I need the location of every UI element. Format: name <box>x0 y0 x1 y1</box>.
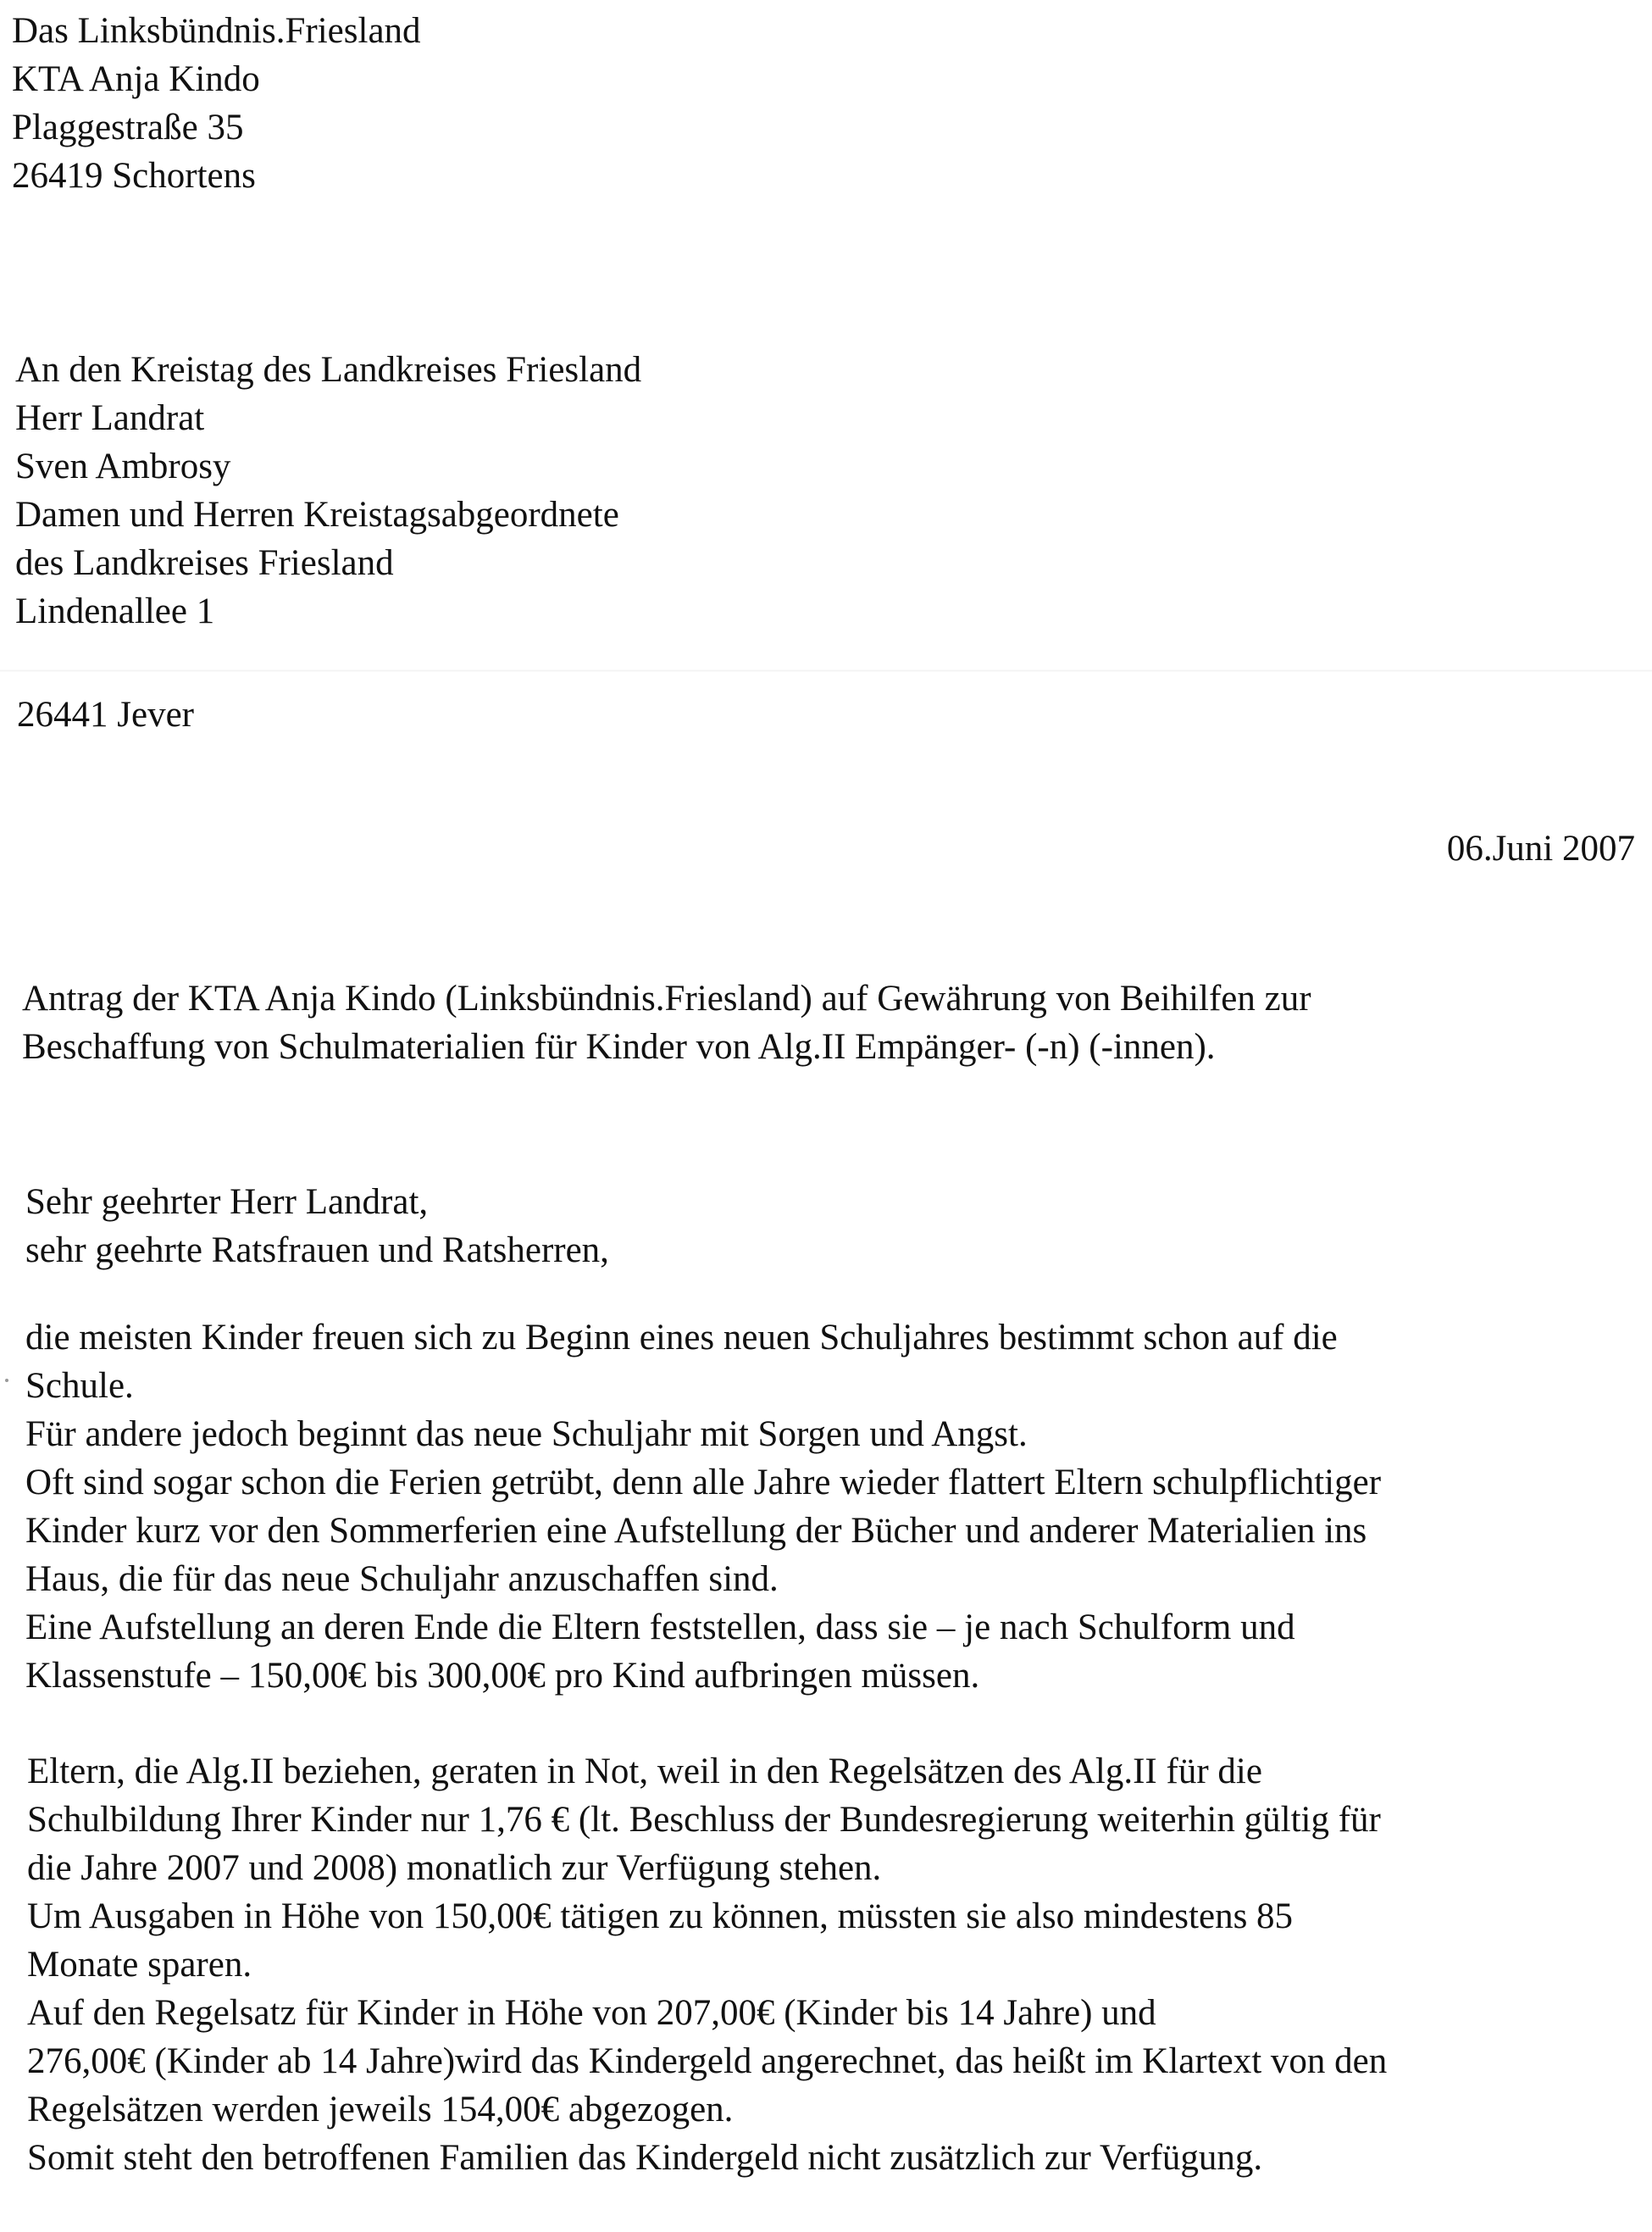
body-line: die Jahre 2007 und 2008) monatlich zur Verfügung stehen. <box>27 1848 882 1888</box>
recipient-line: Sven Ambrosy <box>15 447 231 486</box>
body-line: Klassenstufe – 150,00€ bis 300,00€ pro Kind aufbringen müssen. <box>25 1656 980 1696</box>
sender-line: Das Linksbündnis.Friesland <box>12 11 421 51</box>
salutation-line: sehr geehrte Ratsfrauen und Ratsherren, <box>25 1230 609 1270</box>
body-line: Eine Aufstellung an deren Ende die Eltern feststellen, dass sie – je nach Schulform und <box>25 1607 1295 1647</box>
body-line: Für andere jedoch beginnt das neue Schuljahr mit Sorgen und Angst. <box>25 1414 1028 1454</box>
recipient-line: Lindenallee 1 <box>15 591 215 631</box>
body-line: Haus, die für das neue Schuljahr anzuschaffen sind. <box>25 1559 779 1599</box>
body-line: Kinder kurz vor den Sommerferien eine Aufstellung der Bücher und anderer Materialien ins <box>25 1511 1367 1551</box>
body-paragraph-2 <box>27 1747 1387 2182</box>
subject-line: Beschaffung von Schulmaterialien für Kinder von Alg.II Empänger- (-n) (-innen). <box>22 1027 1216 1067</box>
body-line: Auf den Regelsatz für Kinder in Höhe von 207,00€ (Kinder bis 14 Jahre) und <box>27 1993 1156 2033</box>
scan-speck <box>5 1379 8 1382</box>
subject-line: Antrag der KTA Anja Kindo (Linksbündnis.Friesland) auf Gewährung von Beihilfen zur <box>22 979 1311 1019</box>
sender-address <box>12 7 421 200</box>
body-line: Um Ausgaben in Höhe von 150,00€ tätigen zu können, müssten sie also mindestens 85 <box>27 1896 1294 1936</box>
recipient-line: des Landkreises Friesland <box>15 543 394 583</box>
body-line: Schule. <box>25 1366 134 1406</box>
body-line: die meisten Kinder freuen sich zu Beginn eines neuen Schuljahres bestimmt schon auf die <box>25 1318 1338 1358</box>
recipient-line: Herr Landrat <box>15 398 205 438</box>
body-line: Eltern, die Alg.II beziehen, geraten in Not, weil in den Regelsätzen des Alg.II für die <box>27 1752 1262 1791</box>
letter-subject <box>22 974 1311 1071</box>
recipient-line: Damen und Herren Kreistagsabgeordnete <box>15 495 619 535</box>
letter-date: 06.Juni 2007 <box>1446 829 1635 869</box>
body-line: Oft sind sogar schon die Ferien getrübt, denn alle Jahre wieder flattert Eltern schulpflichtiger <box>25 1463 1382 1502</box>
recipient-city <box>17 691 194 739</box>
recipient-address <box>15 346 641 636</box>
recipient-line: An den Kreistag des Landkreises Friesland <box>15 350 642 390</box>
recipient-city-line: 26441 Jever <box>17 695 194 735</box>
salutation <box>25 1178 609 1274</box>
body-line: 276,00€ (Kinder ab 14 Jahre)wird das Kindergeld angerechnet, das heißt im Klartext von den <box>27 2041 1388 2081</box>
salutation-line: Sehr geehrter Herr Landrat, <box>25 1182 429 1222</box>
body-paragraph-1 <box>25 1313 1381 1700</box>
body-line: Regelsätzen werden jeweils 154,00€ abgezogen. <box>27 2090 734 2129</box>
body-line: Monate sparen. <box>27 1945 252 1985</box>
body-line: Somit steht den betroffenen Familien das Kindergeld nicht zusätzlich zur Verfügung. <box>27 2138 1263 2178</box>
sender-line: Plaggestraße 35 <box>12 108 244 147</box>
sender-line: 26419 Schortens <box>12 156 256 196</box>
sender-line: KTA Anja Kindo <box>12 59 260 99</box>
body-line: Schulbildung Ihrer Kinder nur 1,76 € (lt. Beschluss der Bundesregierung weiterhin gültig für <box>27 1800 1381 1840</box>
paper-fold-line <box>0 669 1652 672</box>
